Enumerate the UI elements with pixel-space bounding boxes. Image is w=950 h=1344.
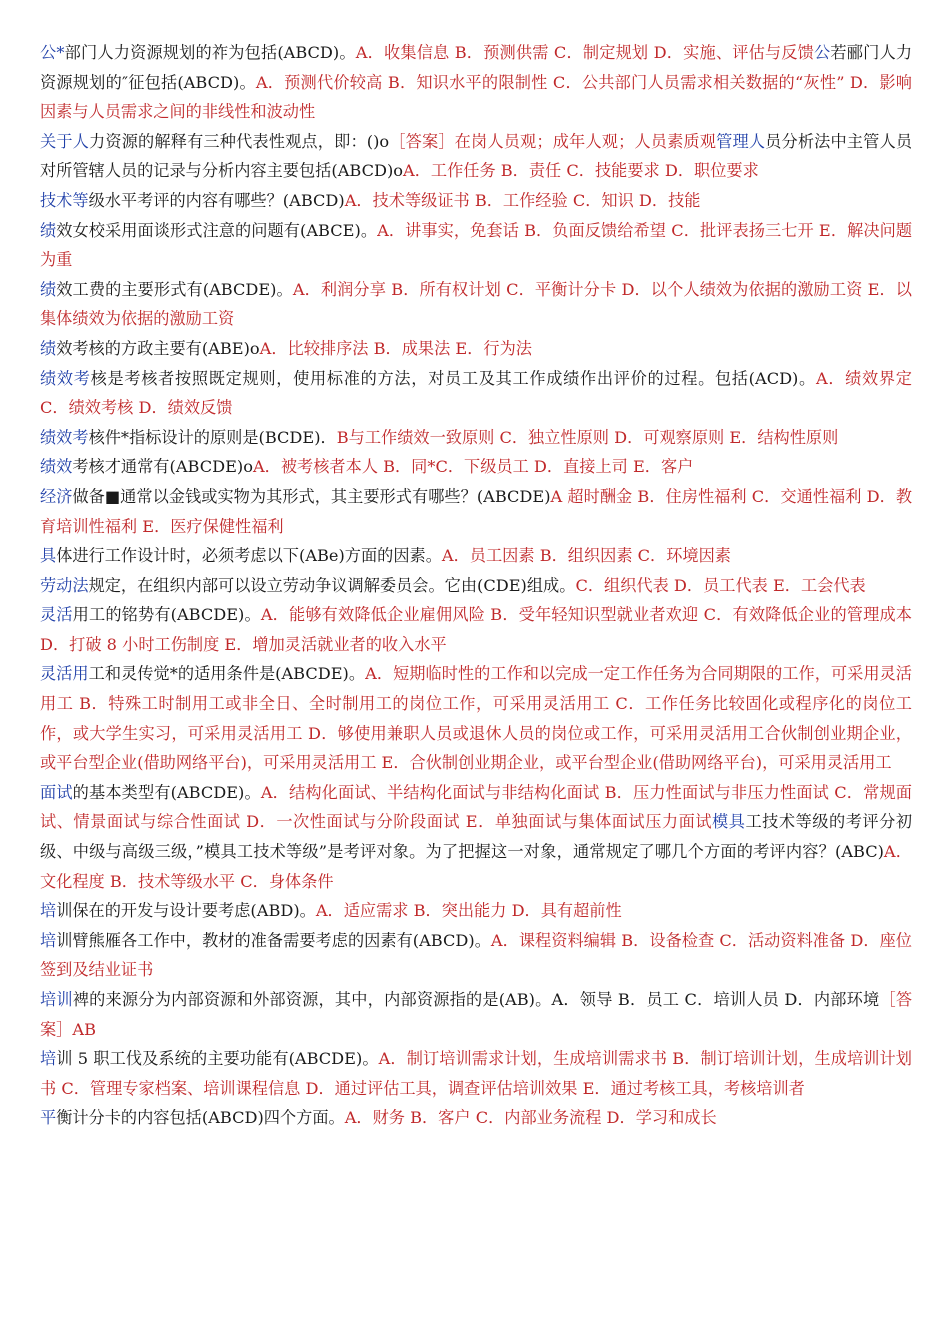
entry-lead-text: 技术等 [40, 190, 89, 210]
entry-lead-text: 绩 [40, 220, 57, 240]
question-text: 效考核的方政主要有(ABE)o [56, 338, 260, 358]
question-text: 若郦门人力资源规划的″征包括(ABCD)。 [40, 43, 913, 92]
answer-text: ［答案］AB [40, 990, 913, 1039]
question-text: 裨的来源分为内部资源和外部资源，其中，内部资源指的是(AB)。A．领导 B．员工 C．培训人员 D．内部环境 [72, 990, 880, 1009]
question-text: 规定，在组织内部可以设立劳动争议调解委员会。它由(CDE)组成。 [88, 575, 576, 595]
question-text: 训 5 职工伐及系统的主要功能有(ABCDE)。 [56, 1049, 379, 1069]
answer-text: A．绩效界定 C．绩效考核 D．绩效反馈 [40, 368, 912, 418]
answer-text: A．讲事实，免套话 B．负面反馈给希望 C．批评表扬三七开 E．解决问题为重 [40, 220, 913, 270]
entry-lead-text: 经济 [40, 486, 73, 506]
question-list [40, 38, 912, 1133]
entry-lead-text: 劳动法 [40, 575, 89, 595]
question-text: 用工的铭势有(ABCDE)。 [72, 605, 261, 625]
question-text: 训臂熊雁各工作中，教材的准备需要考虑的因素有(ABCD)。 [56, 930, 491, 950]
entry-lead-text: 面试 [40, 782, 73, 802]
question-entry [40, 482, 912, 541]
question-entry [40, 985, 912, 1044]
question-entry [40, 600, 912, 659]
entry-lead-text: 关于人 [40, 131, 90, 151]
question-text: 效女校采用面谈形式注意的问题有(ABCE)。 [56, 220, 378, 240]
question-text: 工技术等级的考评分初级、中级与高级三级，”模具工技术等级”是考评对象。为了把握这一对象，通常规定了哪几个方面的考评内容？(ABC) [40, 812, 913, 862]
question-entry [40, 452, 912, 482]
question-entry [40, 541, 912, 571]
entry-lead-text: 具 [40, 546, 57, 566]
answer-text: A 超时酬金 B．住房性福利 C．交通性福利 D．教育培训性福利 E．医疗保健性福利 [40, 486, 913, 536]
question-entry [40, 778, 912, 896]
question-text: 体进行工作设计时，必须考虑以下(ABe)方面的因素。 [56, 546, 442, 566]
answer-text: ［答案］在岗人员观；成年人观；人员素质观 [389, 131, 717, 151]
entry-lead-text: 管理人 [716, 131, 766, 151]
question-text: 核件*指标设计的原则是(BCDE)． [88, 427, 337, 447]
question-entry [40, 216, 912, 275]
question-entry [40, 571, 912, 601]
question-text: 效工费的主要形式有(ABCDE)。 [56, 279, 293, 299]
answer-text: A．技术等级证书 B．工作经验 C．知识 D．技能 [344, 190, 701, 210]
answer-text: A．利润分享 B．所有权计划 C．平衡计分卡 D．以个人绩效为依据的激励工资 E．以集体绩效为依据的激励工资 [40, 279, 912, 329]
entry-lead-text: 培训 [40, 990, 73, 1009]
entry-lead-text: 绩效考 [40, 368, 91, 388]
entry-lead-text: 培 [40, 930, 57, 950]
answer-text: A．比较排序法 B．成果法 E．行为法 [259, 338, 532, 358]
question-text: 衡计分卡的内容包括(ABCD)四个方面。 [56, 1108, 345, 1128]
question-entry [40, 186, 912, 216]
answer-text: A．预测代价较高 B．知识水平的限制性 C．公共部门人员需求相关数据的“灰性” D．影响因素与人员需求之间的非线性和波动性 [40, 72, 912, 122]
entry-lead-text: 模具 [712, 812, 746, 832]
answer-text: A．结构化面试、半结构化面试与非结构化面试 B．压力性面试与非压力性面试 C．常规面试、情景面试与综合性面试 D．一次性面试与分阶段面试 E．单独面试与集体面试压力面试 [40, 782, 912, 832]
entry-lead-text: 公* [40, 43, 65, 62]
question-text: 做备■通常以金钱或实物为其形式，其主要形式有哪些？(ABCDE) [72, 486, 551, 506]
question-text: 员分析法中主管人员对所管辖人员的记录与分析内容主要包括(ABCD)o [40, 131, 913, 181]
entry-lead-text: 灵活用 [40, 664, 89, 684]
question-text: 力资源的解释有三种代表性观点，即：()o [89, 131, 390, 151]
answer-text: A．文化程度 B．技术等级水平 C．身体条件 [40, 842, 912, 891]
answer-text: A．制订培训需求计划，生成培训需求书 B．制订培训计划，生成培训计划书 C．管理专家档案、培训课程信息 D．通过评估工具，调查评估培训效果 E．通过考核工具，考核培训者 [40, 1049, 912, 1098]
entry-lead-text: 平 [40, 1108, 57, 1128]
answer-text: A．工作任务 B．责任 C．技能要求 D．职位要求 [403, 161, 759, 181]
question-entry [40, 659, 912, 777]
entry-lead-text: 灵活 [40, 605, 73, 625]
answer-text: C．组织代表 D．员工代表 E．工会代表 [575, 575, 866, 595]
question-text: 训保在的开发与设计要考虑(ABD)。 [56, 901, 316, 921]
entry-lead-text: 培 [40, 1049, 57, 1069]
question-text: 部门人力资源规划的祚为包括(ABCD)。 [64, 43, 356, 62]
entry-lead-text: 培 [40, 901, 57, 921]
answer-text: A．短期临时性的工作和以完成一定工作任务为合同期限的工作，可采用灵活用工 B．特殊工时制用工或非全日、全时制用工的岗位工作，可采用灵活用工 C．工作任务比较固化或程序化的岗位工作，或大学生实习，可采用灵活用工 D．够使用兼职人员或退休人员的岗位或工作，可采用灵活用工合伙制创业期企业，或平台型企业(借助网络平台)，可采用灵活用工 E．合伙制创业期企业，或平台型企业(借助网络平台)，可采用灵活用工 [40, 664, 912, 773]
entry-lead-text: 绩效考 [40, 427, 89, 447]
question-text: 考核才通常有(ABCDE)o [72, 457, 253, 477]
answer-text: B与工作绩效一致原则 C．独立性原则 D．可观察原则 E．结构性原则 [336, 427, 839, 447]
question-text: 工和灵传觉*的适用条件是(ABCDE)。 [88, 664, 366, 684]
question-entry [40, 364, 912, 423]
entry-lead-text: 绩效 [40, 457, 73, 477]
entry-lead-text: 绩 [40, 279, 57, 299]
question-entry [40, 38, 912, 127]
answer-text: A．课程资料编辑 B．设备检查 C．活动资料准备 D．座位签到及结业证书 [40, 930, 912, 980]
answer-text: A．财务 B．客户 C．内部业务流程 D．学习和成长 [344, 1108, 717, 1128]
answer-text: A．适应需求 B．突出能力 D．具有超前性 [315, 901, 622, 921]
entry-lead-text: 绩 [40, 338, 57, 358]
question-text: 的基本类型有(ABCDE)。 [72, 782, 261, 802]
answer-text: A．被考核者本人 B．同*C．下级员工 D．直接上司 E．客户 [252, 457, 694, 477]
question-entry [40, 1044, 912, 1103]
entry-lead-text: 公 [814, 43, 831, 62]
question-entry [40, 1103, 912, 1133]
question-entry [40, 896, 912, 926]
question-entry [40, 423, 912, 453]
question-entry [40, 334, 912, 364]
answer-text: A．员工因素 B．组织因素 C．环境因素 [441, 546, 731, 566]
answer-text: A．收集信息 B．预测供需 C．制定规划 D．实施、评估与反馈 [355, 43, 815, 62]
question-entry [40, 275, 912, 334]
question-entry [40, 926, 912, 985]
question-text: 核是考核者按照既定规则，使用标准的方法，对员工及其工作成绩作出评价的过程。包括(ACD)。 [90, 368, 816, 388]
answer-text: A．能够有效降低企业雇佣风险 B．受年轻知识型就业者欢迎 C．有效降低企业的管理成本 D．打破 8 小时工伤制度 E．增加灵活就业者的收入水平 [40, 605, 912, 654]
question-entry [40, 127, 912, 186]
question-text: 级水平考评的内容有哪些？(ABCD) [88, 190, 345, 210]
